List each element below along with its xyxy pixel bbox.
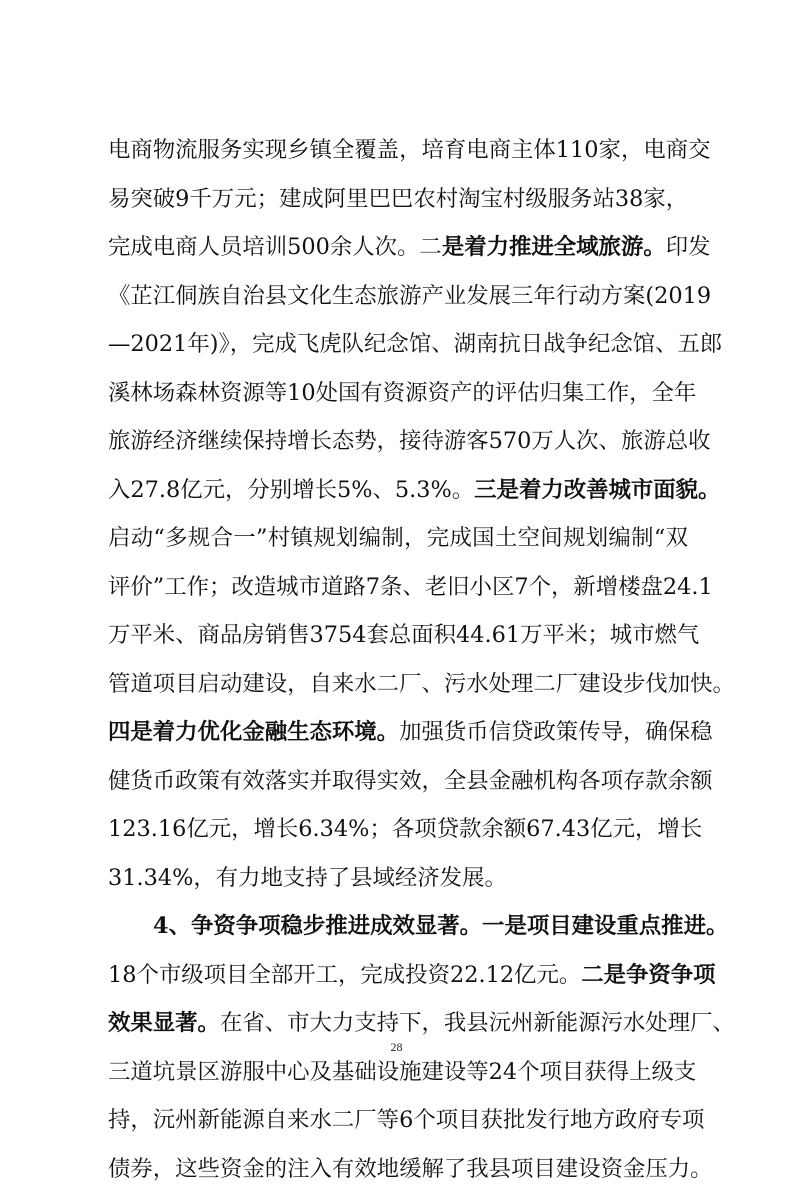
bold-heading-run: 四是着力优化金融生态环境。 <box>108 719 399 745</box>
text-run: 18个市级项目全部开工，完成投资22.12亿元。 <box>108 962 581 988</box>
bold-heading-run: 二是争资争项 <box>581 962 715 988</box>
text-line <box>108 1096 688 1145</box>
text-line <box>108 417 688 466</box>
bold-heading-run: 三是着力改善城市面貌。 <box>474 477 720 503</box>
body-text <box>108 126 688 1193</box>
text-run: 持，沅州新能源自来水二厂等6个项目获批发行地方政府专项 <box>108 1107 704 1133</box>
text-run: 溪林场森林资源等10处国有资源资产的评估归集工作，全年 <box>108 380 696 406</box>
text-run: 健货币政策有效落实并取得实效，全县金融机构各项存款余额 <box>108 768 713 794</box>
text-run: 完成电商人员培训500余人次。二 <box>108 234 442 260</box>
text-run: 启动“多规合一”村镇规划编制，完成国土空间规划编制“双 <box>108 525 688 551</box>
text-line <box>108 369 688 418</box>
text-line <box>108 660 688 709</box>
text-line <box>108 854 688 903</box>
text-run: 加强货币信贷政策传导，确保稳 <box>399 719 712 745</box>
page-number: 28 <box>0 1040 793 1055</box>
text-line <box>108 1145 688 1193</box>
text-line <box>108 320 688 369</box>
text-run: 《芷江侗族自治县文化生态旅游产业发展三年行动方案(2019 <box>108 283 711 309</box>
section-heading-line <box>108 902 688 951</box>
text-run: 易突破9千万元；建成阿里巴巴农村淘宝村级服务站38家， <box>108 186 688 212</box>
text-line <box>108 951 688 1000</box>
text-run: 万平米、商品房销售3754套总面积44.61万平米；城市燃气 <box>108 622 699 648</box>
text-run: 电商物流服务实现乡镇全覆盖，培育电商主体110家，电商交 <box>108 137 711 163</box>
text-run: 印发 <box>666 234 711 260</box>
text-line <box>108 126 688 175</box>
text-line <box>108 175 688 224</box>
text-run: 入27.8亿元，分别增长5%、5.3%。 <box>108 477 474 503</box>
text-line <box>108 708 688 757</box>
text-run: 31.34%，有力地支持了县域经济发展。 <box>108 865 507 891</box>
text-run: 管道项目启动建设，自来水二厂、污水处理二厂建设步伐加快。 <box>108 671 735 697</box>
bold-heading-run: 是着力推进全域旅游。 <box>442 234 666 260</box>
text-run: 三道坑景区游服中心及基础设施建设等24个项目获得上级支 <box>108 1059 696 1085</box>
text-line <box>108 272 688 321</box>
text-run: 在省、市大力支持下，我县沅州新能源污水处理厂、 <box>220 1010 735 1036</box>
text-line <box>108 514 688 563</box>
bold-heading-run: 效果显著。 <box>108 1010 220 1036</box>
text-run: 评价”工作；改造城市道路7条、老旧小区7个，新增楼盘24.1 <box>108 574 713 600</box>
text-run: —2021年)》，完成飞虎队纪念馆、湖南抗日战争纪念馆、五郎 <box>108 331 722 357</box>
text-line <box>108 223 688 272</box>
text-line <box>108 466 688 515</box>
text-line <box>108 757 688 806</box>
section-heading: 4、争资争项稳步推进成效显著。一是项目建设重点推进。 <box>153 913 728 939</box>
text-run: 债券，这些资金的注入有效地缓解了我县项目建设资金压力。 <box>108 1156 713 1182</box>
text-line <box>108 805 688 854</box>
text-line <box>108 611 688 660</box>
text-line <box>108 563 688 612</box>
text-run: 123.16亿元，增长6.34%；各项贷款余额67.43亿元，增长 <box>108 816 702 842</box>
text-run: 旅游经济继续保持增长态势，接待游客570万人次、旅游总收 <box>108 428 711 454</box>
